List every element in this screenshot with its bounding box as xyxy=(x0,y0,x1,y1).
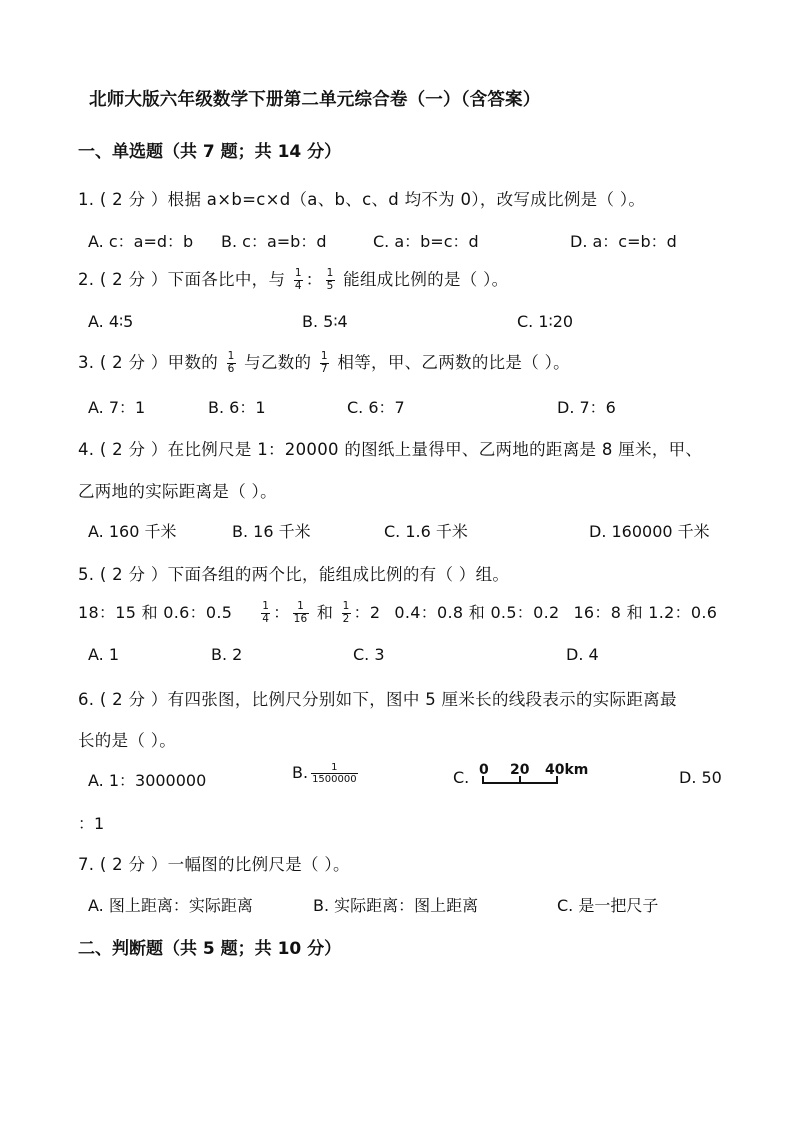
scale-bar-label-20: 20 xyxy=(510,762,530,778)
q5-fraction-1-num: 1 xyxy=(262,600,270,613)
section-heading-true-false: 二、判断题（共 5 题；共 10 分） xyxy=(78,939,342,959)
q5-fraction-3 xyxy=(342,601,351,625)
q5-option-d: D. 4 xyxy=(566,645,599,664)
q7-option-b: B. 实际距离：图上距离 xyxy=(313,896,479,915)
question-4-stem-line-1: 4. ( 2 分 ）在比例尺是 1：20000 的图纸上量得甲、乙两地的距离是 8 厘米，甲、 xyxy=(78,440,703,459)
q2-fraction-1 xyxy=(294,268,303,292)
q2-option-b: B. 5∶4 xyxy=(302,312,348,331)
q2-fraction-2 xyxy=(326,268,335,292)
section-heading-single-choice: 一、单选题（共 7 题；共 14 分） xyxy=(78,142,342,162)
q5-group-2-tail: ：2 xyxy=(353,603,381,622)
q2-fraction-1-den: 4 xyxy=(294,280,302,292)
q2-fraction-2-den: 5 xyxy=(326,280,334,292)
scale-bar-label-0: 0 xyxy=(479,762,489,778)
question-1-stem: 1. ( 2 分 ）根据 a×b=c×d（a、b、c、d 均不为 0），改写成比例是（ ）。 xyxy=(78,190,646,209)
q5-option-b: B. 2 xyxy=(211,645,243,664)
q1-option-a: A. c：a=d：b xyxy=(88,232,194,251)
q5-fraction-1-den: 4 xyxy=(262,613,270,625)
q6-option-b-fraction xyxy=(311,762,358,785)
q2-fraction-2-num: 1 xyxy=(326,267,334,280)
q3-mid: 与乙数的 xyxy=(238,353,317,372)
q6-option-b-fraction-num: 1 xyxy=(311,762,358,774)
q3-fraction-2-den: 7 xyxy=(320,363,328,375)
scale-bar-graphic xyxy=(479,762,589,788)
q2-prefix: 2. ( 2 分 ）下面各比中，与 xyxy=(78,270,291,289)
q5-colon: ： xyxy=(273,603,290,622)
question-5-stem: 5. ( 2 分 ）下面各组的两个比，能组成比例的有（ ）组。 xyxy=(78,565,510,584)
q3-suffix: 相等，甲、乙两数的比是（ ）。 xyxy=(331,353,570,372)
q5-option-a: A. 1 xyxy=(88,645,120,664)
q1-option-d: D. a：c=b：d xyxy=(570,232,677,251)
q3-fraction-2-num: 1 xyxy=(320,350,328,363)
q6-option-b-label: B. xyxy=(292,763,309,782)
q5-group-3: 0.4：0.8 和 0.5：0.2 xyxy=(394,603,560,622)
q5-fraction-3-den: 2 xyxy=(342,613,350,625)
q4-option-b: B. 16 千米 xyxy=(232,522,311,541)
q2-suffix: 能组成比例的是（ ）。 xyxy=(337,270,509,289)
q3-option-a: A. 7：1 xyxy=(88,398,146,417)
q3-fraction-1-num: 1 xyxy=(227,350,235,363)
q1-option-c: C. a：b=c：d xyxy=(373,232,479,251)
q5-fraction-2-num: 1 xyxy=(293,601,309,614)
q7-option-c: C. 是一把尺子 xyxy=(557,896,659,915)
q6-option-b xyxy=(292,762,361,785)
question-4-stem-line-2: 乙两地的实际距离是（ ）。 xyxy=(78,482,277,501)
question-6-stem-line-2: 长的是（ ）。 xyxy=(78,731,177,750)
q5-group-4: 16：8 和 1.2：0.6 xyxy=(573,603,718,622)
q2-option-a: A. 4∶5 xyxy=(88,312,134,331)
q6-option-a: A. 1：3000000 xyxy=(88,771,207,790)
question-7-stem: 7. ( 2 分 ）一幅图的比例尺是（ ）。 xyxy=(78,855,350,874)
q6-option-d: D. 50 xyxy=(679,768,722,787)
q3-prefix: 3. ( 2 分 ）甲数的 xyxy=(78,353,224,372)
question-2-stem xyxy=(78,266,508,293)
q4-option-c: C. 1.6 千米 xyxy=(384,522,468,541)
q3-option-c: C. 6：7 xyxy=(347,398,405,417)
q5-option-c: C. 3 xyxy=(353,645,385,664)
scale-bar-label-40km: 40km xyxy=(545,762,589,778)
q2-option-c: C. 1∶20 xyxy=(517,312,574,331)
question-3-stem xyxy=(78,349,570,376)
question-5-groups xyxy=(78,600,717,626)
q6-option-c-label: C. xyxy=(453,768,470,787)
q5-fraction-2-den: 16 xyxy=(293,613,308,625)
q5-fraction-1 xyxy=(261,601,270,625)
q6-option-d-continued: ：1 xyxy=(78,814,105,833)
q2-colon: ： xyxy=(305,270,323,289)
q5-fraction-3-num: 1 xyxy=(342,600,350,613)
q3-option-b: B. 6：1 xyxy=(208,398,266,417)
question-6-stem-line-1: 6. ( 2 分 ）有四张图，比例尺分别如下，图中 5 厘米长的线段表示的实际距离最 xyxy=(78,690,677,709)
q6-option-b-fraction-den: 1500000 xyxy=(312,774,357,785)
q5-fraction-2 xyxy=(293,601,309,625)
page-title: 北师大版六年级数学下册第二单元综合卷（一）（含答案） xyxy=(89,90,541,110)
q7-option-a: A. 图上距离：实际距离 xyxy=(88,896,253,915)
q3-option-d: D. 7：6 xyxy=(557,398,616,417)
q4-option-d: D. 160000 千米 xyxy=(589,522,710,541)
q2-fraction-1-num: 1 xyxy=(294,267,302,280)
q5-group-1: 18：15 和 0.6：0.5 xyxy=(78,603,233,622)
q3-fraction-2 xyxy=(320,351,329,375)
q3-fraction-1 xyxy=(227,351,236,375)
q1-option-b: B. c：a=b：d xyxy=(221,232,327,251)
q5-he: 和 xyxy=(311,603,339,622)
q4-option-a: A. 160 千米 xyxy=(88,522,177,541)
q3-fraction-1-den: 6 xyxy=(227,363,235,375)
